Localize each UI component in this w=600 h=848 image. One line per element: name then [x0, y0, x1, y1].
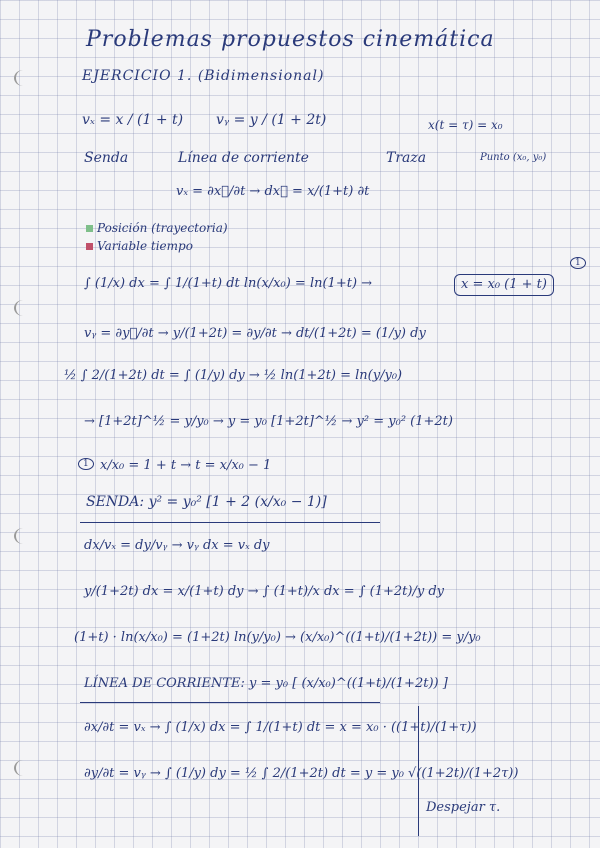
binder-hole	[14, 300, 32, 316]
streamline-line-1: dx/vₓ = dy/vᵧ → vᵧ dx = vₓ dy	[84, 538, 270, 553]
streamline-result: LÍNEA DE CORRIENTE: y = y₀ [ (x/x₀)^((1+t)/(1+2t)) ]	[84, 676, 448, 691]
divider	[80, 702, 380, 703]
concept-punto: Punto (x₀, y₀)	[480, 152, 547, 163]
divider-vertical	[418, 706, 419, 836]
stream-definition: vₓ = ∂x⃗/∂t → dx⃗ = x/(1+t) ∂t	[176, 184, 370, 199]
equation-vy: vᵧ = y / (1 + 2t)	[216, 112, 327, 128]
despejar-note: Despejar τ.	[426, 800, 501, 815]
red-marker-icon	[86, 243, 93, 250]
streamline-line-3: (1+t) · ln(x/x₀) = (1+2t) ln(y/y₀) → (x/x₀)^((1+t)/(1+2t)) = y/y₀	[74, 630, 481, 645]
derivation-line-3: ½ ∫ 2/(1+2t) dt = ∫ (1/y) dy → ½ ln(1+2t) = ln(y/y₀)	[64, 368, 403, 383]
boxed-result: x = x₀ (1 + t)	[454, 274, 554, 296]
step-posicion: Posición (trayectoria)	[86, 221, 228, 236]
divider	[80, 522, 380, 523]
derivation-line-1: ∫ (1/x) dx = ∫ 1/(1+t) dt ln(x/x₀) = ln(1+t) →	[84, 276, 373, 291]
derivation-line-2: vᵧ = ∂y⃗/∂t → y/(1+2t) = ∂y/∂t → dt/(1+2t) = (1/y) dy	[84, 326, 426, 341]
binder-hole	[14, 70, 32, 86]
derivation-line-5: x/x₀ = 1 + t → t = x/x₀ − 1	[100, 458, 272, 473]
concept-linea: Línea de corriente	[178, 150, 309, 166]
derivation-line-4: → [1+2t]^½ = y/y₀ → y = y₀ [1+2t]^½ → y² = y₀² (1+2t)	[84, 414, 453, 429]
green-marker-icon	[86, 225, 93, 232]
circle-1-label: 1	[570, 257, 586, 269]
concept-senda: Senda	[84, 150, 129, 166]
concept-traza: Traza	[386, 150, 427, 166]
step-variable: Variable tiempo	[86, 239, 193, 254]
circle-1-label: 1	[78, 458, 94, 470]
page-title: Problemas propuestos cinemática	[86, 27, 495, 52]
trace-line-1: ∂x/∂t = vₓ → ∫ (1/x) dx = ∫ 1/(1+t) dt = x = x₀ · ((1+t)/(1+τ))	[84, 720, 477, 735]
exercise-heading: EJERCICIO 1. (Bidimensional)	[82, 68, 325, 84]
senda-result: SENDA: y² = y₀² [1 + 2 (x/x₀ − 1)]	[86, 494, 327, 510]
trace-note: x(t = τ) = x₀	[428, 118, 503, 132]
binder-hole	[14, 760, 32, 776]
equation-vx: vₓ = x / (1 + t)	[82, 112, 184, 128]
streamline-line-2: y/(1+2t) dx = x/(1+t) dy → ∫ (1+t)/x dx = ∫ (1+2t)/y dy	[84, 584, 444, 599]
binder-hole	[14, 528, 32, 544]
trace-line-2: ∂y/∂t = vᵧ → ∫ (1/y) dy = ½ ∫ 2/(1+2t) dt = y = y₀ √((1+2t)/(1+2τ))	[84, 766, 519, 781]
